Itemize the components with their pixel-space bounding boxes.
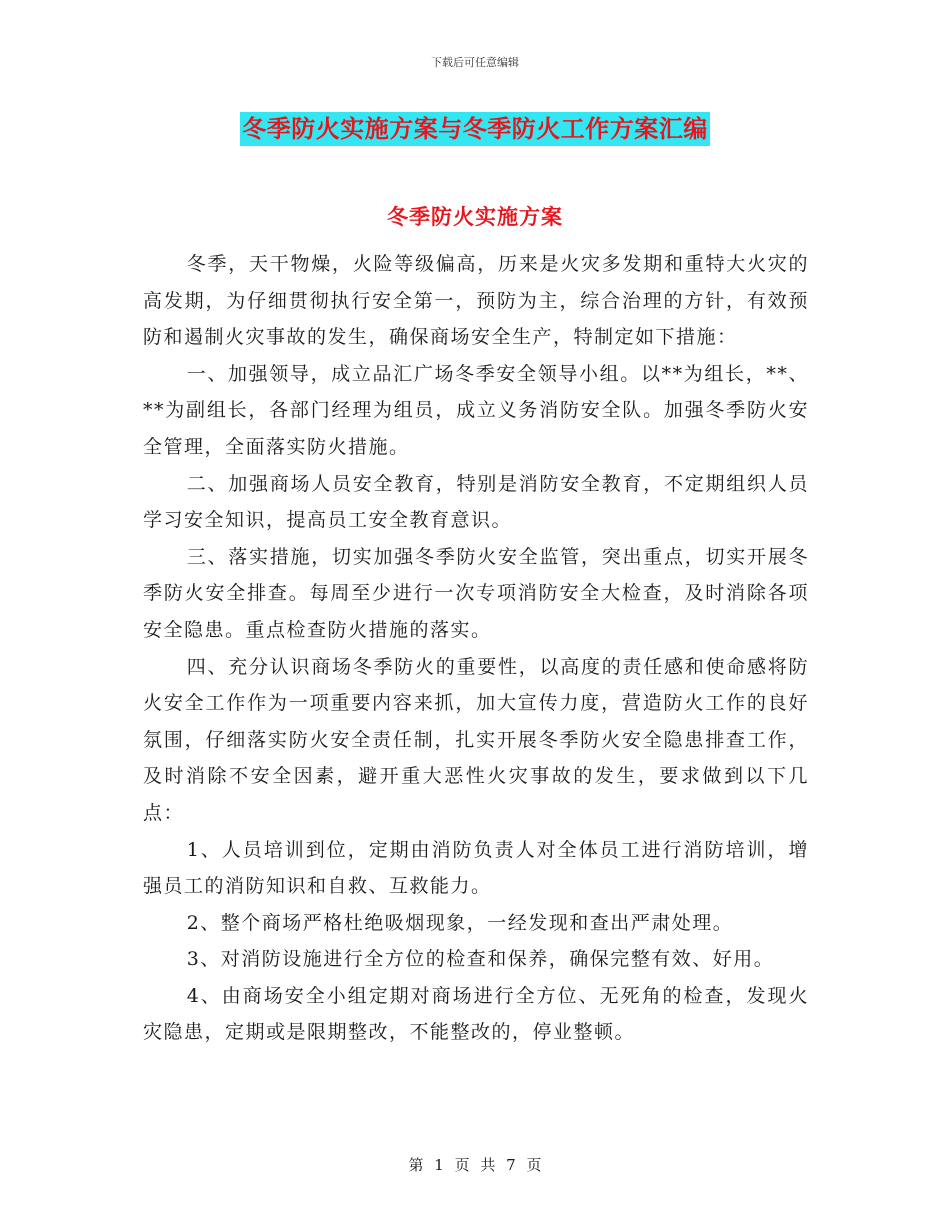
paragraph-point-1: 1、人员培训到位，定期由消防负责人对全体员工进行消防培训，增强员工的消防知识和自救、互救能力。 [143, 838, 809, 898]
paragraph-item-1: 一、加强领导，成立品汇广场冬季安全领导小组。以**为组长，**、**为副组长，各部门经理为组员，成立义务消防安全队。加强冬季防火安全管理，全面落实防火措施。 [143, 362, 809, 458]
section-title: 冬季防火实施方案 [387, 204, 563, 229]
body-text [143, 246, 809, 1051]
header-note: 下载后可任意编辑 [431, 56, 519, 69]
paragraph-intro: 冬季，天干物燥，火险等级偏高，历来是火灾多发期和重特大火灾的高发期，为仔细贯彻执行安全第一，预防为主，综合治理的方针，有效预防和遏制火灾事故的发生，确保商场安全生产，特制定如下措施： [143, 253, 809, 349]
paragraph-point-3: 3、对消防设施进行全方位的检查和保养，确保完整有效、好用。 [186, 948, 775, 971]
paragraph-item-4: 四、充分认识商场冬季防火的重要性，以高度的责任感和使命感将防火安全工作作为一项重要内容来抓，加大宣传力度，营造防火工作的良好氛围，仔细落实防火安全责任制，扎实开展冬季防火安全隐患排查工作，及时消除不安全因素，避开重大恶性火灾事故的发生，要求做到以下几点： [143, 655, 809, 824]
paragraph-item-2: 二、加强商场人员安全教育，特别是消防安全教育，不定期组织人员学习安全知识，提高员工安全教育意识。 [143, 472, 809, 532]
page-footer: 第 1 页 共 7 页 [408, 1156, 542, 1174]
document-title [0, 112, 950, 146]
paragraph-point-2: 2、整个商场严格杜绝吸烟现象，一经发现和查出严肃处理。 [186, 911, 734, 934]
document-title-text: 冬季防火实施方案与冬季防火工作方案汇编 [240, 112, 710, 146]
paragraph-item-3: 三、落实措施，切实加强冬季防火安全监管，突出重点，切实开展冬季防火安全排查。每周至少进行一次专项消防安全大检查，及时消除各项安全隐患。重点检查防火措施的落实。 [143, 545, 809, 641]
paragraph-point-4: 4、由商场安全小组定期对商场进行全方位、无死角的检查，发现火灾隐患，定期或是限期整改，不能整改的，停业整顿。 [143, 984, 809, 1044]
